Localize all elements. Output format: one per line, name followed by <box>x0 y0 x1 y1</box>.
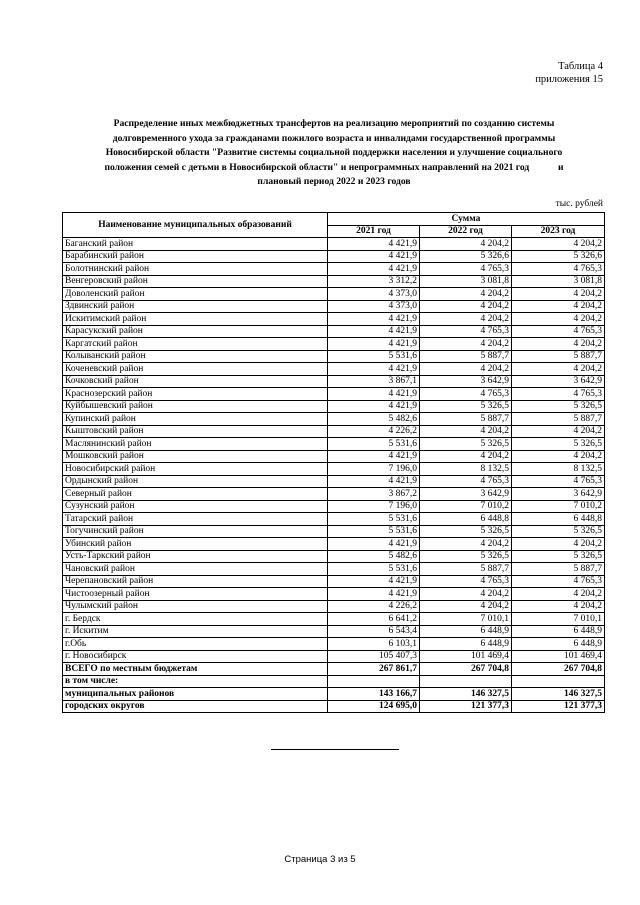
value-2023: 4 765,3 <box>512 325 605 338</box>
table-row <box>63 275 605 288</box>
value-2023: 4 765,3 <box>512 388 605 401</box>
municipality-name: Куйбышевский район <box>63 400 328 413</box>
municipality-name: Кочковский район <box>63 375 328 388</box>
municipality-name: Татарский район <box>63 513 328 526</box>
value-2022: 5 887,7 <box>420 350 512 363</box>
value-2021: 4 421,9 <box>328 475 420 488</box>
municipality-name: Барабинский район <box>63 250 328 263</box>
value-2023: 4 765,3 <box>512 475 605 488</box>
municipality-name: Убинский район <box>63 538 328 551</box>
total-2023: 267 704,8 <box>512 663 605 676</box>
title-line: положения семей с детьми в Новосибирской области" и непрограммных направлений на 2021 год и <box>104 161 564 173</box>
table-row <box>63 313 605 326</box>
municipality-name: Болотнинский район <box>63 263 328 276</box>
municipal-label: муниципальных районов <box>63 688 328 701</box>
value-2022: 3 081,8 <box>420 275 512 288</box>
value-2023: 4 204,2 <box>512 450 605 463</box>
value-2022: 4 204,2 <box>420 363 512 376</box>
value-2023: 4 204,2 <box>512 288 605 301</box>
value-2021: 4 226,2 <box>328 600 420 613</box>
value-2023: 5 887,7 <box>512 413 605 426</box>
value-2023: 4 204,2 <box>512 338 605 351</box>
value-2023: 4 204,2 <box>512 238 605 251</box>
municipality-name: Маслянинский район <box>63 438 328 451</box>
table-row <box>63 350 605 363</box>
municipality-name: Новосибирский район <box>63 463 328 476</box>
value-2023: 5 326,5 <box>512 550 605 563</box>
municipality-name: г.Обь <box>63 638 328 651</box>
value-2022: 5 887,7 <box>420 563 512 576</box>
value-2023: 4 204,2 <box>512 300 605 313</box>
value-2023: 4 765,3 <box>512 575 605 588</box>
value-2021: 5 531,6 <box>328 438 420 451</box>
value-2021: 4 421,9 <box>328 250 420 263</box>
divider-line <box>271 749 399 750</box>
municipality-name: Искитимский район <box>63 313 328 326</box>
value-2021: 105 407,3 <box>328 650 420 663</box>
value-2023: 6 448,9 <box>512 638 605 651</box>
value-2022: 4 204,2 <box>420 425 512 438</box>
document-title <box>56 117 612 190</box>
value-2021: 3 312,2 <box>328 275 420 288</box>
municipality-name: г. Новосибирск <box>63 650 328 663</box>
table-row <box>63 463 605 476</box>
value-2023: 5 887,7 <box>512 350 605 363</box>
table-row <box>63 575 605 588</box>
value-2021: 6 641,2 <box>328 613 420 626</box>
urban-2021: 124 695,0 <box>328 700 420 713</box>
value-2023: 5 326,5 <box>512 400 605 413</box>
appendix-reference: приложения 15 <box>535 74 603 85</box>
municipality-name: Колыванский район <box>63 350 328 363</box>
value-2023: 4 204,2 <box>512 313 605 326</box>
value-2023: 4 204,2 <box>512 600 605 613</box>
table-row <box>63 513 605 526</box>
table-row <box>63 438 605 451</box>
municipality-name: г. Бердск <box>63 613 328 626</box>
table-row <box>63 375 605 388</box>
value-2022: 4 204,2 <box>420 538 512 551</box>
table-row <box>63 413 605 426</box>
value-2022: 4 204,2 <box>420 338 512 351</box>
table-row <box>63 263 605 276</box>
value-2023: 4 204,2 <box>512 363 605 376</box>
header-year-2023: 2023 год <box>512 225 605 238</box>
value-2023: 4 204,2 <box>512 425 605 438</box>
value-2021: 5 482,6 <box>328 413 420 426</box>
value-2023: 101 469,4 <box>512 650 605 663</box>
table-caption <box>535 60 603 86</box>
value-2022: 4 765,3 <box>420 263 512 276</box>
value-2023: 3 642,9 <box>512 375 605 388</box>
value-2022: 4 765,3 <box>420 388 512 401</box>
municipality-name: Тогучинский район <box>63 525 328 538</box>
municipality-name: Чистоозерный район <box>63 588 328 601</box>
table-row <box>63 550 605 563</box>
municipality-name: Баганский район <box>63 238 328 251</box>
value-2022: 4 765,3 <box>420 575 512 588</box>
table-row <box>63 650 605 663</box>
header-year-2022: 2022 год <box>420 225 512 238</box>
table-row <box>63 288 605 301</box>
value-2023: 4 204,2 <box>512 538 605 551</box>
value-2022: 5 326,5 <box>420 400 512 413</box>
municipality-name: Усть-Таркский район <box>63 550 328 563</box>
urban-label: городских округов <box>63 700 328 713</box>
value-2021: 4 421,9 <box>328 450 420 463</box>
value-2021: 4 421,9 <box>328 575 420 588</box>
table-row <box>63 525 605 538</box>
value-2021: 5 531,6 <box>328 513 420 526</box>
value-2022: 6 448,9 <box>420 625 512 638</box>
table-row <box>63 538 605 551</box>
value-2022: 4 204,2 <box>420 450 512 463</box>
table-row <box>63 325 605 338</box>
value-2022: 4 204,2 <box>420 288 512 301</box>
value-2022: 5 326,6 <box>420 250 512 263</box>
value-2021: 3 867,1 <box>328 375 420 388</box>
value-2023: 8 132,5 <box>512 463 605 476</box>
table-row <box>63 613 605 626</box>
municipal-2022: 146 327,5 <box>420 688 512 701</box>
table-row <box>63 563 605 576</box>
municipality-name: Черепановский район <box>63 575 328 588</box>
table-row <box>63 625 605 638</box>
table-row <box>63 250 605 263</box>
value-2023: 6 448,8 <box>512 513 605 526</box>
value-2022: 7 010,2 <box>420 500 512 513</box>
value-2022: 4 765,3 <box>420 475 512 488</box>
value-2022: 5 326,5 <box>420 525 512 538</box>
value-2023: 5 887,7 <box>512 563 605 576</box>
value-2021: 5 531,6 <box>328 563 420 576</box>
municipality-name: г. Искитим <box>63 625 328 638</box>
municipality-name: Здвинский район <box>63 300 328 313</box>
municipal-2021: 143 166,7 <box>328 688 420 701</box>
table-row <box>63 400 605 413</box>
value-2022: 4 204,2 <box>420 238 512 251</box>
value-2023: 3 642,9 <box>512 488 605 501</box>
transfers-table <box>62 212 605 713</box>
including-row <box>63 675 605 688</box>
value-2022: 6 448,9 <box>420 638 512 651</box>
municipality-name: Краснозерский район <box>63 388 328 401</box>
value-2023: 4 204,2 <box>512 588 605 601</box>
municipality-name: Северный район <box>63 488 328 501</box>
value-2021: 6 543,4 <box>328 625 420 638</box>
value-2023: 6 448,9 <box>512 625 605 638</box>
municipality-name: Купинский район <box>63 413 328 426</box>
value-2022: 5 326,5 <box>420 438 512 451</box>
table-row <box>63 488 605 501</box>
header-year-2021: 2021 год <box>328 225 420 238</box>
value-2021: 3 867,2 <box>328 488 420 501</box>
urban-districts-row <box>63 700 605 713</box>
value-2021: 4 421,9 <box>328 238 420 251</box>
table-row <box>63 388 605 401</box>
value-2021: 4 421,9 <box>328 400 420 413</box>
value-2021: 4 226,2 <box>328 425 420 438</box>
title-line: Распределение иных межбюджетных трансфертов на реализацию мероприятий по созданию системы <box>113 118 555 129</box>
value-2021: 4 421,9 <box>328 325 420 338</box>
table-row <box>63 425 605 438</box>
municipality-name: Ордынский район <box>63 475 328 488</box>
value-2022: 4 204,2 <box>420 600 512 613</box>
value-2022: 4 204,2 <box>420 313 512 326</box>
value-2022: 7 010,1 <box>420 613 512 626</box>
value-2023: 5 326,5 <box>512 525 605 538</box>
title-line: долговременного ухода за гражданами пожилого возраста и инвалидами государственной программы <box>112 132 556 144</box>
page-number: Страница 3 из 5 <box>284 854 356 865</box>
table-row <box>63 500 605 513</box>
value-2021: 7 196,0 <box>328 500 420 513</box>
value-2021: 4 421,9 <box>328 588 420 601</box>
municipality-name: Чулымский район <box>63 600 328 613</box>
title-line: плановый период 2022 и 2023 годов <box>257 176 411 187</box>
total-label: ВСЕГО по местным бюджетам <box>63 663 328 676</box>
municipality-name: Чановский район <box>63 563 328 576</box>
value-2022: 8 132,5 <box>420 463 512 476</box>
total-row <box>63 663 605 676</box>
value-2021: 5 482,6 <box>328 550 420 563</box>
municipality-name: Кыштовский район <box>63 425 328 438</box>
value-2023: 5 326,5 <box>512 438 605 451</box>
municipality-name: Каргатский район <box>63 338 328 351</box>
urban-2023: 121 377,3 <box>512 700 605 713</box>
table-row <box>63 238 605 251</box>
value-2022: 4 204,2 <box>420 588 512 601</box>
value-2022: 5 326,5 <box>420 550 512 563</box>
value-2021: 4 421,9 <box>328 388 420 401</box>
value-2023: 7 010,1 <box>512 613 605 626</box>
table-row <box>63 638 605 651</box>
value-2021: 6 103,1 <box>328 638 420 651</box>
value-2022: 3 642,9 <box>420 488 512 501</box>
value-2021: 4 421,9 <box>328 363 420 376</box>
value-2022: 6 448,8 <box>420 513 512 526</box>
empty-cell <box>512 675 605 688</box>
table-row <box>63 600 605 613</box>
municipality-name: Карасукский район <box>63 325 328 338</box>
header-sum: Сумма <box>328 213 605 226</box>
value-2023: 3 081,8 <box>512 275 605 288</box>
value-2022: 4 765,3 <box>420 325 512 338</box>
table-body <box>63 238 605 663</box>
municipality-name: Сузунский район <box>63 500 328 513</box>
value-2023: 5 326,6 <box>512 250 605 263</box>
table-row <box>63 588 605 601</box>
urban-2022: 121 377,3 <box>420 700 512 713</box>
municipal-districts-row <box>63 688 605 701</box>
table-row <box>63 338 605 351</box>
value-2021: 4 373,0 <box>328 300 420 313</box>
municipal-2023: 146 327,5 <box>512 688 605 701</box>
table-row <box>63 300 605 313</box>
municipality-name: Мошковский район <box>63 450 328 463</box>
table-row <box>63 363 605 376</box>
empty-cell <box>420 675 512 688</box>
value-2022: 3 642,9 <box>420 375 512 388</box>
table-number: Таблица 4 <box>558 61 603 72</box>
value-2021: 4 373,0 <box>328 288 420 301</box>
value-2021: 4 421,9 <box>328 263 420 276</box>
value-2021: 4 421,9 <box>328 538 420 551</box>
municipality-name: Доволенский район <box>63 288 328 301</box>
total-2022: 267 704,8 <box>420 663 512 676</box>
value-2021: 5 531,6 <box>328 525 420 538</box>
empty-cell <box>328 675 420 688</box>
value-2022: 4 204,2 <box>420 300 512 313</box>
title-line: Новосибирской области "Развитие системы социальной поддержки населения и улучшение социального <box>105 147 563 158</box>
value-2021: 7 196,0 <box>328 463 420 476</box>
total-2021: 267 861,7 <box>328 663 420 676</box>
value-2022: 101 469,4 <box>420 650 512 663</box>
value-2021: 4 421,9 <box>328 338 420 351</box>
table-row <box>63 475 605 488</box>
value-2023: 4 765,3 <box>512 263 605 276</box>
value-2023: 7 010,2 <box>512 500 605 513</box>
value-2022: 5 887,7 <box>420 413 512 426</box>
header-municipality: Наименование муниципальных образований <box>63 213 328 238</box>
municipality-name: Венгеровский район <box>63 275 328 288</box>
value-2021: 5 531,6 <box>328 350 420 363</box>
including-label: в том числе: <box>63 675 328 688</box>
municipality-name: Коченевский район <box>63 363 328 376</box>
table-row <box>63 450 605 463</box>
value-2021: 4 421,9 <box>328 313 420 326</box>
units-label: тыс. рублей <box>555 199 603 209</box>
